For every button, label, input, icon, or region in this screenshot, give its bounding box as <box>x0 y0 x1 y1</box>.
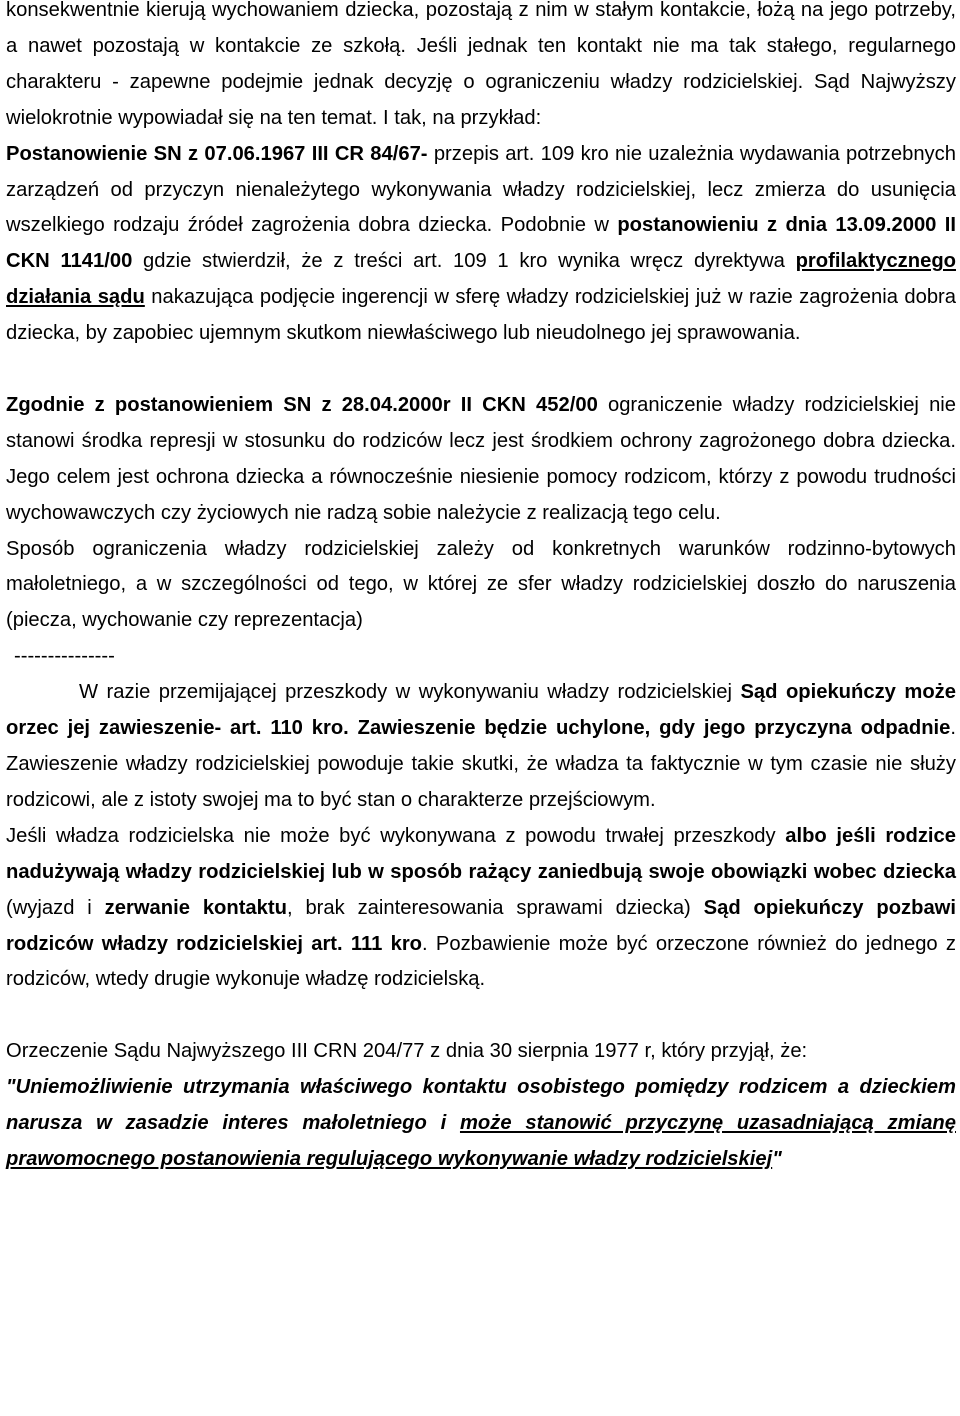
paragraph-spacer <box>6 352 956 388</box>
emphasis-bold: zerwanie kontaktu <box>104 896 287 919</box>
ruling-citation: Postanowienie SN z 07.06.1967 III CR 84/67- <box>6 142 428 165</box>
text-run: Sposób ograniczenia władzy rodzicielskiej zależy od konkretnych warunków rodzinno-bytowych małoletniego, a w szczególności od tego, w której ze sfer władzy rodzicielskiej doszło do naruszenia (piecza, wychowanie czy reprezentacja) <box>6 537 956 632</box>
ruling-citation: postanowieniu z dnia 13.09.2000 II CKN 1141/00 <box>6 214 956 273</box>
emphasis-underlined: profilaktycznego działania sądu <box>6 250 956 309</box>
text-run: konsekwentnie kierują wychowaniem dziecka, pozostają z nim w stałym kontakcie, łożą na jego potrzeby, a nawet pozostają w kontakcie ze szkołą. Jeśli jednak ten kontakt nie ma tak stałego, regularnego charakteru - zapewne podejmie jednak decyzję o ograniczeniu władzy rodzicielskiej. Sąd Najwyższy wielokrotnie wypowiadał się na ten temat. I tak, na przykład: <box>6 0 956 129</box>
paragraph-restriction-method <box>6 532 956 640</box>
text-run: gdzie stwierdził, że z treści art. 109 1 kro wynika wręcz dyrektywa <box>132 250 796 273</box>
quote-text: "Uniemożliwienie utrzymania właściwego kontaktu osobistego pomiędzy rodzicem a dzieckiem narusza w zasadzie interes małoletniego i <box>6 1076 956 1135</box>
text-run: . Pozbawienie może być orzeczone również do jednego z rodziców, wtedy drugie wykonuje władzę rodzicielską. <box>6 932 956 991</box>
text-run: W razie przemijającej przeszkody w wykonywaniu władzy rodzicielskiej <box>79 681 741 704</box>
paragraph-court-decision <box>6 1034 956 1070</box>
paragraph-restriction-purpose <box>6 388 956 532</box>
paragraph-spacer <box>6 998 956 1034</box>
paragraph-suspension <box>6 675 956 819</box>
text-run: (wyjazd i <box>6 896 105 919</box>
text-run: Jeśli władza rodzicielska nie może być wykonywana z powodu trwałej przeszkody <box>6 824 786 847</box>
ruling-citation: Zgodnie z postanowieniem SN z 28.04.2000r II CKN 452/00 <box>6 393 598 416</box>
quote-close: " <box>772 1147 782 1170</box>
document-page <box>6 0 956 1178</box>
text-run: przepis art. 109 kro nie uzależnia wydawania potrzebnych zarządzeń od przyczyn nienależytego wykonywania władzy rodzicielskiej, lecz zmierza do usunięcia wszelkiego rodzaju źródeł zagrożenia dobra dziecka. Podobnie w <box>6 142 956 237</box>
text-run: nakazująca podjęcie ingerencji w sferę władzy rodzicielskiej już w razie zagrożenia dobra dziecka, by zapobiec ujemnym skutkom niewłaściwego lub nieudolnego jej sprawowania. <box>6 286 956 345</box>
emphasis-bold: albo jeśli rodzice nadużywają władzy rodzicielskiej lub w sposób rażący zaniedbują swoje obowiązki wobec dziecka <box>6 824 956 883</box>
text-run: ograniczenie władzy rodzicielskiej nie stanowi środka represji w stosunku do rodziców lecz jest środkiem ochrony zagrożonego dobra dziecka. Jego celem jest ochrona dziecka a równocześnie niesienie pomocy rodzicom, którzy z powodu trudności wychowawczych czy życiowych nie radzą sobie należycie z realizacją tego celu. <box>6 393 957 524</box>
text-run: Orzeczenie Sądu Najwyższego III CRN 204/77 z dnia 30 sierpnia 1977 r, który przyjął, że: <box>6 1040 808 1063</box>
emphasis-bold: Sąd opiekuńczy może orzec jej zawieszenie- art. 110 kro. Zawieszenie będzie uchylone, gdy jego przyczyna odpadnie <box>6 681 956 740</box>
paragraph-supreme-court-rulings <box>6 0 956 352</box>
paragraph-deprivation <box>6 819 956 999</box>
quoted-ruling <box>6 1070 956 1178</box>
quote-underlined: może stanowić przyczynę uzasadniającą zmianę prawomocnego postanowienia regulującego wykonywanie władzy rodzicielskiej <box>6 1112 956 1170</box>
text-run: , brak zainteresowania sprawami dziecka) <box>286 896 704 919</box>
text-run: . Zawieszenie władzy rodzicielskiej powoduje takie skutki, że władza ta faktycznie w tym czasie nie służy rodzicowi, ale z istoty swojej ma to być stan o charakterze przejściowym. <box>6 717 956 811</box>
emphasis-bold: Sąd opiekuńczy pozbawi rodziców władzy rodzicielskiej art. 111 kro <box>6 896 956 955</box>
separator-line: --------------- <box>14 645 115 668</box>
